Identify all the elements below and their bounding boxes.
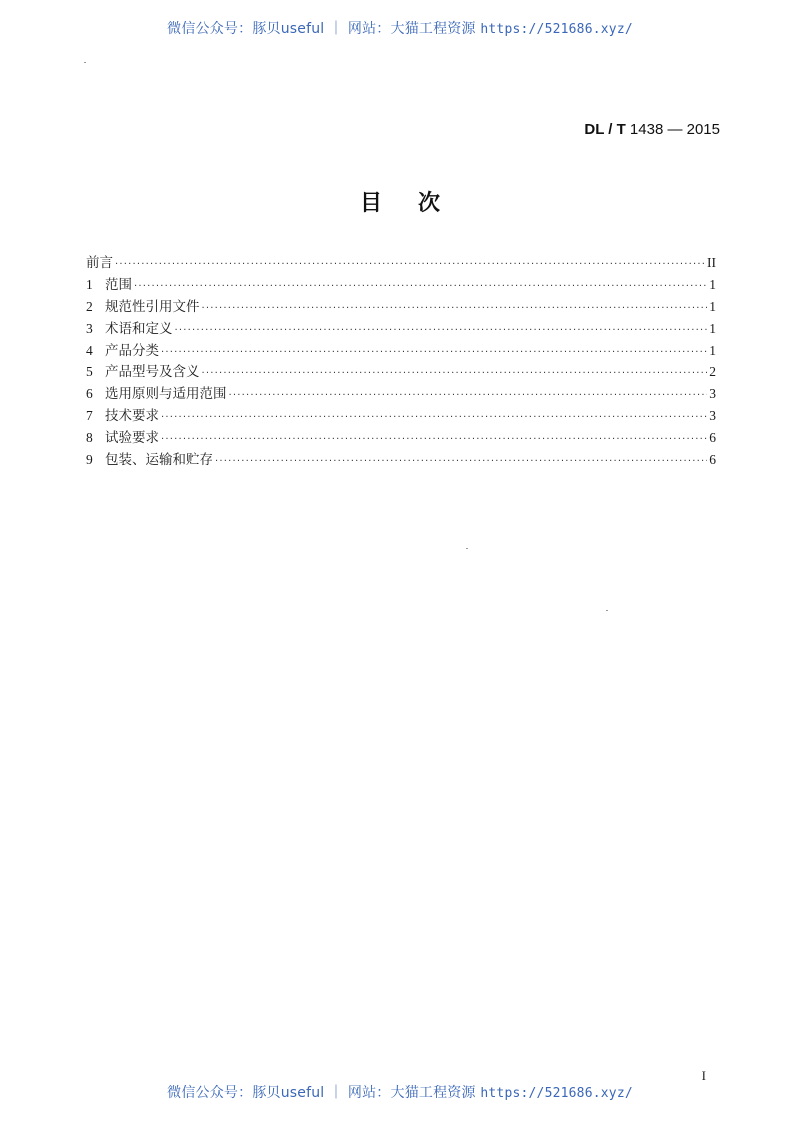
toc-item-page: 2 — [709, 364, 716, 380]
toc-item-2[interactable] — [86, 296, 716, 318]
toc-leader-dots — [161, 429, 707, 451]
toc-item-page: 3 — [709, 386, 716, 402]
standard-code — [584, 121, 720, 138]
toc-item-8[interactable] — [86, 427, 716, 449]
toc-item-label: 选用原则与适用范围 — [105, 386, 227, 403]
watermark-top — [0, 18, 800, 38]
toc-item-number: 7 — [86, 408, 93, 424]
toc-leader-dots — [134, 276, 707, 298]
toc-item-6[interactable] — [86, 383, 716, 405]
toc-title: 目次 — [359, 191, 476, 216]
toc-item-number: 1 — [86, 276, 93, 292]
watermark-text: 微信公众号：豚贝useful ｜ 网站：大猫工程资源 — [167, 1085, 481, 1101]
toc-leader-dots — [175, 320, 708, 342]
toc-item-5[interactable] — [86, 361, 716, 383]
toc-item-page: 1 — [709, 298, 716, 314]
toc-item-1[interactable] — [86, 274, 716, 296]
watermark-bottom — [0, 1082, 800, 1102]
toc-item-label: 规范性引用文件 — [105, 298, 200, 315]
toc-item-label: 术语和定义 — [105, 320, 173, 337]
toc-item-page: 3 — [709, 408, 716, 424]
toc-item-label: 产品型号及含义 — [105, 364, 200, 381]
scan-speck — [606, 610, 608, 611]
toc-leader-dots — [202, 298, 708, 320]
toc-leader-dots — [202, 363, 708, 385]
toc-item-label: 范围 — [105, 276, 132, 293]
watermark-text: 微信公众号：豚贝useful ｜ 网站：大猫工程资源 — [167, 21, 481, 37]
toc-item-label: 前言 — [86, 255, 113, 271]
toc-item-page: 6 — [709, 452, 716, 468]
toc-item-number: 9 — [86, 452, 93, 468]
toc-item-number: 2 — [86, 298, 93, 314]
toc-item-number: 4 — [86, 342, 93, 358]
toc-item-9[interactable] — [86, 449, 716, 471]
toc-item-number: 3 — [86, 320, 93, 336]
toc-item-label: 产品分类 — [105, 342, 159, 359]
table-of-contents — [86, 252, 716, 471]
toc-item-page: II — [707, 255, 716, 270]
standard-code-number: 1438 — 2015 — [629, 121, 720, 138]
standard-code-prefix: DL / T — [584, 121, 626, 138]
toc-item-page: 6 — [709, 430, 716, 446]
toc-item-page: 1 — [709, 276, 716, 292]
toc-leader-dots — [115, 254, 705, 276]
scan-speck — [466, 548, 468, 549]
toc-leader-dots — [161, 342, 707, 364]
toc-item-4[interactable] — [86, 340, 716, 362]
toc-item-number: 6 — [86, 386, 93, 402]
watermark-url[interactable]: https://521686.xyz/ — [480, 22, 633, 37]
toc-item-label: 试验要求 — [105, 430, 159, 447]
toc-leader-dots — [229, 385, 708, 407]
toc-item-label: 技术要求 — [105, 408, 159, 425]
toc-leader-dots — [215, 451, 707, 473]
toc-item-number: 5 — [86, 364, 93, 380]
toc-item-foreword[interactable] — [86, 252, 716, 274]
watermark-url[interactable]: https://521686.xyz/ — [480, 1086, 633, 1101]
toc-item-page: 1 — [709, 342, 716, 358]
page-number: I — [701, 1068, 706, 1083]
toc-item-page: 1 — [709, 320, 716, 336]
toc-item-3[interactable] — [86, 318, 716, 340]
toc-leader-dots — [161, 407, 707, 429]
toc-item-7[interactable] — [86, 405, 716, 427]
scan-speck — [84, 62, 86, 63]
toc-item-label: 包装、运输和贮存 — [105, 452, 213, 469]
toc-item-number: 8 — [86, 430, 93, 446]
